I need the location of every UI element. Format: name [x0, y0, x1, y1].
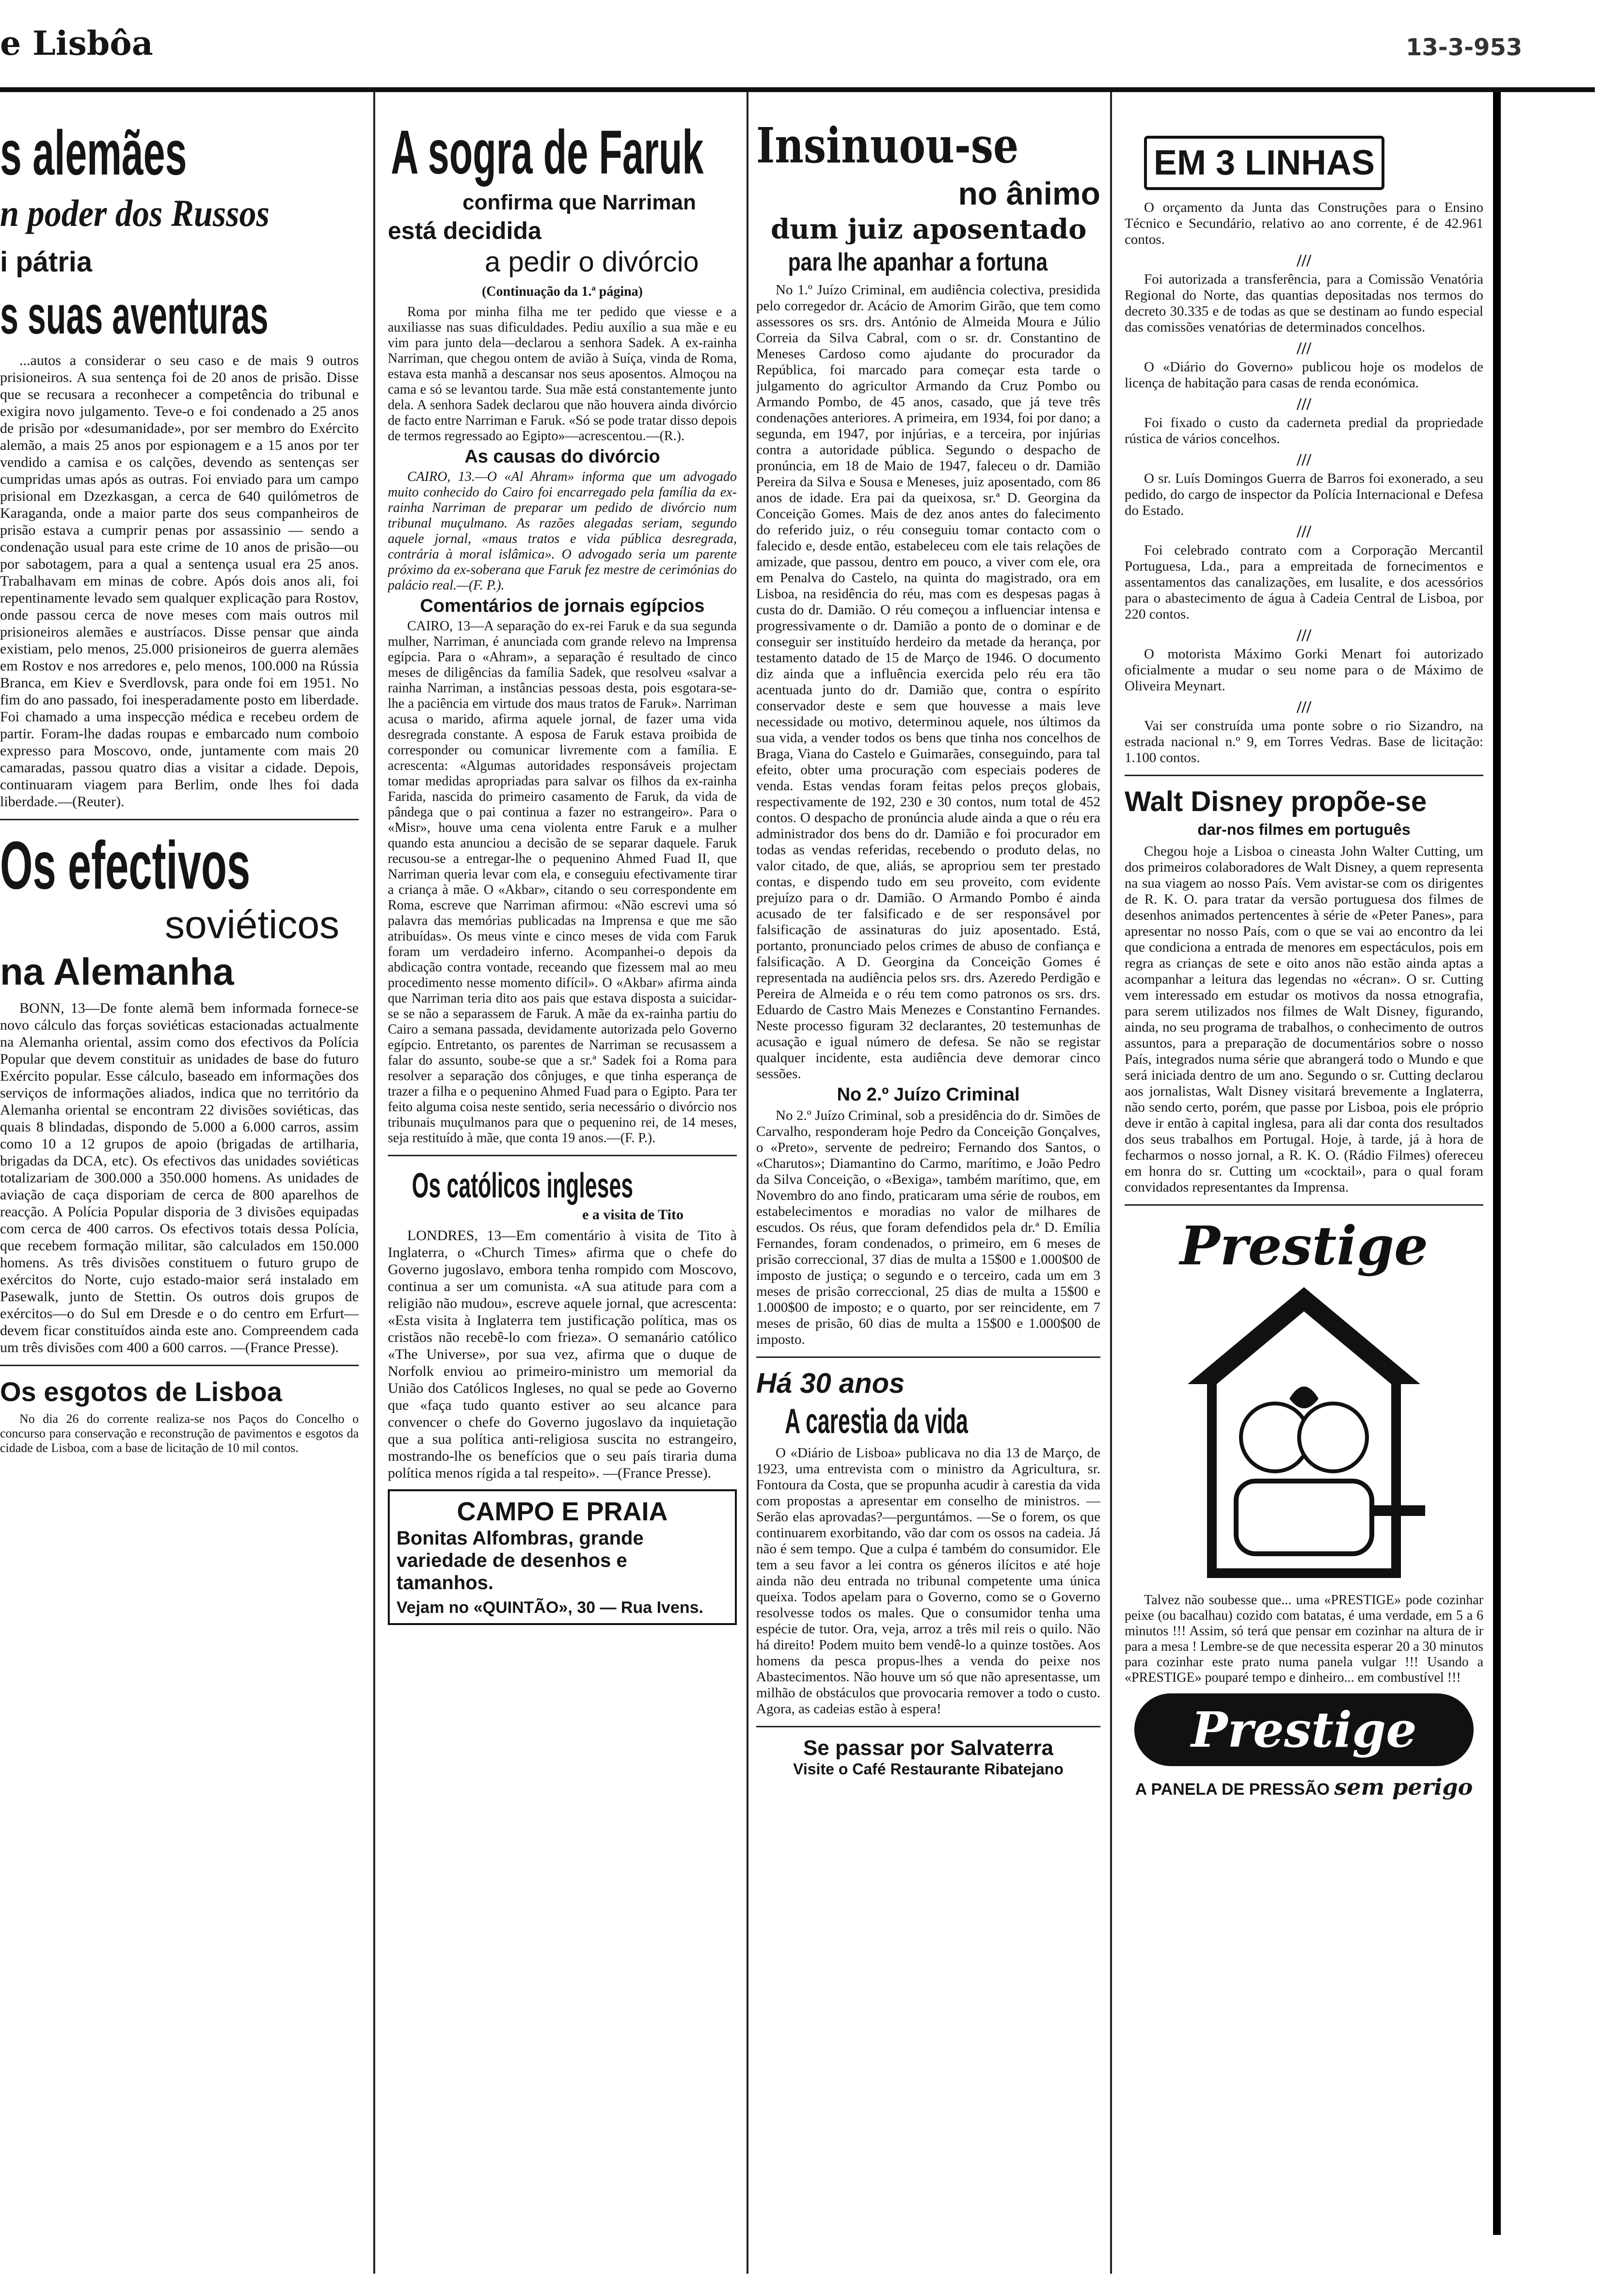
headline-aventuras: s suas aventuras — [0, 286, 269, 345]
divider — [0, 1365, 359, 1366]
subhead-causas: As causas do divórcio — [464, 446, 660, 467]
ad-title: CAMPO E PRAIA — [457, 1497, 668, 1526]
column-1 — [0, 116, 359, 2279]
headline-poder-russos: n poder dos Russos — [0, 192, 270, 234]
ad-body: Bonitas Alfombras, grande variedade de desenhos e tamanhos. — [397, 1528, 644, 1594]
headline-visita-tito: e a visita de Tito — [582, 1207, 683, 1223]
figure-right-head — [1299, 1403, 1367, 1471]
divider — [756, 1356, 1100, 1358]
subhead-juizo: No 2.º Juízo Criminal — [837, 1084, 1020, 1105]
headline-divorcio: a pedir o divórcio — [485, 246, 699, 278]
em-3-linhas-title: EM 3 LINHAS — [1154, 144, 1375, 182]
brief-item: O sr. Luís Domingos Guerra de Barros foi exonerado, a seu pedido, do cargo de inspector da Polícia Internacional e Defesa do Estado. — [1125, 471, 1483, 518]
headline-juiz: dum juiz aposentado — [771, 213, 1087, 245]
article-text: Roma por minha filha me ter pedido que viesse e a auxiliasse nas suas dificuldades. Pediu auxílio a sua mãe e eu vim para junto dela—declarou a senhora Sadek. A ex-rainha Narriman, que chegou ontem de avião à Suíça, vinda de Roma, estava esta manhã a descansar nos seus aposentos. Almoçou na cama e só se levantou tarde. Sua mãe está constantemente junto dela. A senhora Sadek declarou que não houvera ainda divórcio de facto entre Narriman e Faruk. «Só se pode tratar disso depois de termos regressado ao Egipto»—acrescentou.—(R.). — [388, 304, 737, 444]
article-disney-body — [1125, 844, 1483, 1196]
headline-catolicos: Os católicos ingleses — [412, 1166, 634, 1205]
brief-separator: /// — [1296, 394, 1311, 414]
article-text: No 2.º Juízo Criminal, sob a presidência do dr. Simões de Carvalho, responderam hoje Pedro da Conceição Gonçalves, o «Preto», servente de pedreiro; Fernando dos Santos, o «Charutos»; Diamantino do Carmo, marítimo, e João Pedro da Silva Conceição, o «Bexiga», também marítimo, que, em Novembro do ano findo, praticaram uma série de roubos, em estabelecimentos e moradias no valor de milhares de escudos. Os réus, que foram defendidos pela dr.ª D. Emília Fernandes, foram condenados, o primeiro, em 6 meses de prisão correccional, 37 dias de multa a 15$00 e 1.000$00 de imposto de justiça; o segundo e o terceiro, cada um em 3 meses de prisão correccional, 25 dias de multa a 15$00 e 1.000$00 de imposto; e o quarto, por ser reincidente, em 7 meses de prisão, 60 dias de multa a 15$00 e 1.000$00 de imposto. — [756, 1108, 1100, 1347]
pressure-cooker-icon — [1236, 1481, 1372, 1554]
brief-separator: /// — [1296, 338, 1311, 358]
article-text: O «Diário de Lisboa» publicava no dia 13 de Março, de 1923, uma entrevista com o ministro da Agricultura, sr. Fontoura da Costa, que se propunha acudir à carestia da vida com propostas a apresentar em conselho de ministros. —Serão elas aprovadas?—perguntámos. —Se o forem, os que continuarem exorbitando, vão dar com os ossos na cadeia. Já não é sem tempo. Que a culpa é também do consumidor. Ele tem a seu favor a lei contra os géneros ilícitos e até hoje ainda não deu entrada no tribunal competente uma única queixa. Todos apelam para o Governo, como se o Governo resolvesse todos os males. Que o consumidor tenha uma espécie de tutor. Ora, veja, arroz a três mil reis o quilo. Não há direito! Podem muito bem vendê-lo a quinze tostões. Aos homens da pesca propus-lhes a venda do peixe nos Abastecimentos. Não houve um só que não apresentasse, um milhão de obstáculos que provocaria remover a todo o custo. Agora, as cadeias estão à espera! — [756, 1445, 1100, 1717]
right-margin-bar — [1493, 92, 1501, 2235]
brief-item: O «Diário do Governo» publicou hoje os modelos de licença de habitação para casas de renda económica. — [1125, 359, 1483, 391]
headline-filmes-portugues: dar-nos filmes em português — [1197, 821, 1411, 838]
continuation-note: (Continuação da 1.ª página) — [481, 284, 643, 299]
article-text: No dia 26 do corrente realiza-se nos Paços do Concelho o concurso para conservação e reconstrução de pavimentos e esgotos da cidade de Lisboa, com a base de licitação de 10 mil contos. — [0, 1412, 359, 1455]
column-4 — [1125, 116, 1483, 2279]
article-text: CAIRO, 13.—O «Al Ahram» informa que um advogado muito conhecido do Cairo foi encarregado pela família da ex-rainha Narriman de preparar um pedido de divórcio num tribunal muçulmano. As razões alegadas seriam, segundo aquele jornal, «maus tratos e vida pública desregrada, contrária à moral islâmica». O advogado seria um parente próximo da ex-soberana que Faruk fez mestre de cerimónias do palácio real.—(F. P.). — [388, 469, 737, 593]
divider — [0, 819, 359, 820]
article-catolicos-body — [388, 1227, 737, 1482]
em-3-linhas-box — [1144, 136, 1384, 190]
divider — [1125, 1204, 1483, 1206]
divider — [1125, 775, 1483, 776]
headline-sogra-faruk: A sogra de Faruk — [391, 118, 704, 187]
top-rule — [0, 87, 1595, 92]
brief-item: Foi celebrado contrato com a Corporação Mercantil Portuguesa, Lda., para a empreitada de fornecimentos e assentamentos das canalizações, em lusalite, e dos acessórios para o abastecimento de água à Cadeia Central de Lisboa, por 220 contos. — [1125, 542, 1483, 622]
newspaper-name: e Lisbôa — [0, 24, 153, 63]
article-sogra-body — [388, 304, 737, 1146]
article-text: BONN, 13—De fonte alemã bem informada fornece-se novo cálculo das forças soviéticas estacionadas actualmente na Alemanha oriental, assim como dos efectivos da Polícia Popular que devem constituir as unidades de base do futuro Exército popular. Esse cálculo, baseado em informações dos serviços de informações aliados, indica que no território da Alemanha oriental se encontram 22 divisões soviéticas, das quais 8 blindadas, dispondo de 5.000 a 6.000 carros, assim como 10 a 12 grupos de apoio (brigadas de artilharia, brigadas da DCA, etc). Os efectivos das unidades soviéticas totalizariam de 300.000 a 350.000 homens. As unidades de aviação de caça disporiam de cerca de 800 aparelhos de reacção. A Polícia Popular disporia de 3 divisões equipadas com cerca de 400 carros. Os efectivos totais dessa Polícia, que recebem formação militar, são calculados em 150.000 homens. As três divisões constituem o futuro grupo de exércitos do Norte, cujo estado-maior será instalado em Pasewalk, junto de Stettin. Os outros dois grupos de exércitos—o do Sul em Dresde e o do centro em Erfurt—devem ficar constituídos ainda este ano. Compreendem cada um três divisões com 400 a 600 carros. —(France Presse). — [0, 1000, 359, 1355]
brief-separator: /// — [1296, 450, 1311, 469]
brief-separator: /// — [1296, 697, 1311, 717]
headline-decidida: está decidida — [388, 217, 541, 244]
headline-patria: i pátria — [0, 246, 93, 278]
prestige-logo-pill: Prestige — [1134, 1693, 1474, 1766]
article-text: LONDRES, 13—Em comentário à visita de Tito à Inglaterra, o «Church Times» afirma que o chefe do Governo jugoslavo, embora tenha rompido com Moscovo, continua a ser um comunista. «A sua atitude para com a religião não mudou», escreve aquele jornal, que acrescenta: «Esta visita à Inglaterra tem justificação política, mas os cristãos não recebê-lo com frieza». O semanário católico «The Universe», por sua vez, afirma que o duque de Norfolk enviou ao primeiro-ministro um memorial da União dos Católicos Ingleses, no qual se pede ao Governo que «faça tudo quanto estiver ao seu alcance para convencer o chefe do Governo jugoslavo da inquietação que a sua política anti-religiosa suscita no estrangeiro, mostrando-lhe os benefícios que o seu país tiraria duma política menos rígida a tal respeito». —(France Presse). — [388, 1228, 737, 1481]
divider — [388, 1155, 737, 1156]
column-divider — [1110, 92, 1112, 2274]
article-text: No 1.º Juízo Criminal, em audiência colectiva, presidida pelo corregedor dr. Acácio de Amorim Girão, que tem como assessores os srs. drs. António de Almeida Moura e Júlio Correia da Silva Cabral, com o sr. dr. Constantino de Meneses Cardoso como ajudante do procurador da República, foi marcado para começar esta tarde o julgamento do agricultor Armando da Cruz Pombo ou Armando Pombo, de 45 anos, casado, que já teve três condenações anteriores. A primeira, em 1934, foi por dano; a segunda, em 1947, por injúrias, e a terceira, por injúrias contra a autoridade pública. Segundo o despacho de pronúncia, em 18 de Maio de 1947, faleceu o dr. Damião Pereira da Silva e Sousa e Meneses, juiz aposentado, com 86 anos de idade. Era pai da queixosa, sr.ª D. Georgina da Conceição Gomes. Mais de dez anos antes do falecimento do referido juiz, o réu conseguiu tomar contacto com o falecido e, desde então, estabeleceu com ele tais relações de amizade, que passou, dentro em pouco, a viver com ele, ora em Penalva do Castelo, na quinta do magistrado, ora em Lisboa, na residência do réu, mas com es despesas pagas à custa do dr. Damião. O réu começou a influenciar intensa e progressivamente o dr. Damião a ponto de o dominar e de conseguir ser instituído herdeiro da metade da herança, por testamento datado de 15 de Março de 1946. O documento diz ainda que a influência exercida pelo réu era tão acentuada junto do dr. Damião que, contra o espírito conservador deste e sem que houvesse a mais leve necessidade ou motivo, determinou aquele, nos últimos da sua vida, a vender todos os bens que tinha nos concelhos de Braga, Viana do Castelo e Guimarães, conseguindo, para tal efeito, obter uma procuração com especiais poderes de venda. Estas vendas foram feitas pelos preços globais, respectivamente de 192, 230 e 30 contos, num total de 452 contos. O despacho de pronúncia alude ainda a que o réu era administrador dos bens do dr. Damião e foi procurador em todas as vendas referidas, recebendo o produto delas, no valor citado, de que, aliás, se apropriou sem ter prestado contas, e dispendo tudo em seu proveito, com evidente prejuízo para o dr. Damião. O Armando Pombo é ainda acusado de ter falsificado e de ser responsável por falsificação de assinaturas do juiz aposentado. Está, portanto, pronunciado pelos crimes de abuso de confiança e falsificação. A D. Georgina da Conceição Gomes é representada na audiência pelos srs. drs. Azeredo Perdigão e Pereira de Almeida e o réu tem como patronos os srs. drs. Eduardo de Castro Mais Menezes e Constantino Fernandes. Neste processo figuram 32 declarantes, 20 testemunhas de acusação e igual número de defesa. Se não se registar qualquer incidente, esta audiência deve demorar cinco sessões. — [756, 282, 1100, 1082]
headline-walt-disney: Walt Disney propõe-se — [1125, 786, 1427, 817]
divider — [756, 1726, 1100, 1727]
subhead-comentarios: Comentários de jornais egípcios — [420, 596, 705, 616]
brief-item: Foi fixado o custo da caderneta predial da propriedade rústica de vários concelhos. — [1125, 415, 1483, 446]
headline-na-alemanha: na Alemanha — [0, 950, 234, 993]
column-divider — [747, 92, 748, 2274]
column-2 — [388, 116, 737, 2279]
ad-salvaterra-line2: Visite o Café Restaurante Ribatejano — [793, 1760, 1064, 1778]
issue-date: 13-3-953 — [1406, 34, 1523, 61]
brief-separator: /// — [1296, 625, 1311, 645]
headline-confirma: confirma que Narriman — [462, 191, 696, 214]
article-text: CAIRO, 13—A separação do ex-rei Faruk e da sua segunda mulher, Narriman, é anunciada com grande relevo na Imprensa egípcia. Para o «Ahram», a separação é resultado de cinco meses de diligências da família Sadek, que resolveu «salvar a rainha Narriman, a instâncias pessoas desta, pois esgotara-se-lhe a paciência em virtude dos maus tratos de Faruk». Narriman acusa o marido, afirma aquele jornal, de fazer uma vida desregrada constante. A esposa de Faruk estava proibida de corresponder ou comunicar livremente com a família. E acrescenta: «Algumas autoridades responsáveis projectam tomar medidas apropriadas para salvar os filhos da ex-rainha Farida, nascida do primeiro casamento de Faruk, da vida de pândega que o pai continua a fazer no estrangeiro». Para o «Misr», houve uma cena violenta entre Faruk e a mulher quando esta anunciou a decisão de se separar daquele. Faruk recusou-se a entregar-lhe o pequenino Ahmed Fuad II, que Narriman queria levar com ela, e conseguiu efectivamente tirar a criança à mãe. O «Akbar», citando o seu correspondente em Roma, escreve que Narriman afirmou: «Não escrevi uma só palavra das memórias publicadas na Imprensa e que me são atribuídas». Os meus vinte e cinco meses de vida com Faruk foram um verdadeiro inferno. Acompanhei-o depois da abdicação contra vontade, receando que fizessem mal ao meu procedimento nesse momento difícil». O «Akbar» afirma ainda que Narriman teria dito aos pais que estava disposta a suicidar-se se não a separassem de Faruk. A mãe da ex-rainha partiu do Cairo a semana passada, devidamente autorizada pelo Governo egípcio. Entretanto, os parentes de Narriman se recusassem a falar do assunto, soube-se que a sr.ª Sadek foi a Roma para resolver a separação dos cônjuges, e que tinha esperança de trazer a filha e o pequenino Ahmed Fuad para o Egipto. Para ter feito alguma coisa neste sentido, seria necessário o divórcio nos tribunais muçulmanos para que o pequenino rei, de 14 meses, seja restituído à mãe, que conta 19 anos.—(F. P.). — [388, 619, 737, 1146]
tagline-sem-perigo: sem perigo — [1334, 1774, 1473, 1800]
article-insinuou-body — [756, 282, 1100, 1348]
column-3 — [756, 116, 1100, 2279]
brief-item: Foi autorizada a transferência, para a Comissão Venatória Regional do Norte, das quantias depositadas nos termos do decreto 30.335 e de todas as que se destinam ao fundo especial das comissões venatórias de determinados concelhos. — [1125, 271, 1483, 335]
brief-separator: /// — [1296, 251, 1311, 270]
headline-ha-30-anos: Há 30 anos — [756, 1368, 905, 1399]
ad-footer: Vejam no «QUINTÃO», 30 — Rua Ivens. — [397, 1598, 703, 1617]
prestige-logo: Prestige — [1179, 1214, 1429, 1277]
headline-fortuna: para lhe apanhar a fortuna — [788, 248, 1048, 276]
headline-carestia: A carestia da vida — [785, 1402, 968, 1441]
headline-alemaes: s alemães — [0, 117, 187, 188]
pressure-cooker-handle — [1372, 1505, 1425, 1516]
brief-separator: /// — [1296, 522, 1311, 541]
article-text: Chegou hoje a Lisboa o cineasta John Walter Cutting, um dos primeiros colaboradores de Walt Disney, a quem representa na sua viagem ao nosso País. Vem avistar-se com os dirigentes de R. K. O. para tratar da versão portuguesa dos filmes de desenhos animados pertencentes à série de «Peter Panes», para apresentar no nosso País, com o que se vai ao encontro da lei que condiciona a entrada de menores em espectáculos, pois em regra as crianças de sete e oito anos não estão ainda aptas a acompanhar a leitura das legendas no «écran». O sr. Cutting vem interessado em estudar os motivos da nossa etnografia, para serem utilizados nos filmes de Walt Disney, figurando, ainda, no seu programa de trabalhos, o conhecimento de outros assuntos, para a preparação de documentários sobre o nosso País, integrados numa série que abrangerá todo o Mundo e que será iniciada dentro de um ano. Segundo o sr. Cutting declarou aos jornalistas, Walt Disney visitará brevemente a Inglaterra, não sendo certo, porém, que passe por Lisboa, pois ele próprio deve ir então à capital inglesa, para ali dar conta dos resultados dos seus trabalhos em Portugal. Hoje, à tarde, já à hora de fecharmos o nosso jornal, a R. K. O. (Rádio Filmes) ofereceu em honra do sr. Cutting um «cocktail», para o qual foram convidados representantes da Imprensa. — [1125, 844, 1483, 1195]
article-efectivos-body — [0, 1000, 359, 1356]
headline-insinuou: Insinuou-se — [756, 117, 1019, 174]
ad-campo-praia — [388, 1489, 737, 1625]
prestige-illustration — [1168, 1277, 1440, 1588]
prestige-tagline — [1125, 1774, 1483, 1800]
em-3-linhas-list — [1125, 200, 1483, 766]
headline-efectivos: Os efectivos — [0, 827, 251, 903]
headline-no-animo: no ânimo — [958, 175, 1100, 211]
tagline-main: A PANELA DE PRESSÃO — [1135, 1780, 1330, 1799]
article-carestia-body — [756, 1445, 1100, 1717]
headline-sovieticos: soviéticos — [164, 903, 339, 947]
prestige-ad-text — [1125, 1593, 1483, 1686]
brief-item: Vai ser construída uma ponte sobre o rio Sizandro, na estrada nacional n.º 9, em Torres Vedras. Base de licitação: 1.100 contos. — [1125, 718, 1483, 765]
article-text: ...autos a considerar o seu caso e de mais 9 outros prisioneiros. A sua sentença foi de 20 anos de prisão. Disse que se recusara a reconhecer a competência do tribunal e exigira novo julgamento. Teve-o e foi condenado a 25 anos de prisão por «desumanidade», por ser membro do Exército alemão, a mais 25 anos por espionagem e a 15 anos por ter vendido a camisa e os calções, devendo as sentenças ser cumpridas umas após as outras. Foi enviado para um campo prisional em Dzezkasgan, a cerca de 640 quilómetros de Karaganda, onde a maior parte dos seus companheiros de prisão estava a cumprir penas por assassinio — sendo a condenação usual para este crime de 10 anos de prisão—ou por sabotagem, para a qual a sentença usual era 25 anos. Trabalhavam em minas de cobre. Após dois anos ali, foi repentinamente levado sem qualquer explicação para Rostov, onde passou cerca de nove meses com mais outros mil prisioneiros alemães e austríacos. Disse pensar que ainda existiam, pelo menos, 25.000 prisioneiros de guerra alemães em Rostov e nos arredores e, pelo menos, 100.000 na Rússia Branca, em Kiev e Sverdlovsk, para onde foi em 1951. No fim do ano passado, foi inesperadamente posto em liberdade. Foi chamado a uma inspecção médica e recebeu ordem de partir. Foram-lhe dadas roupas e embarcado num comboio expresso para Moscovo, onde, juntamente com mais 20 camaradas, passou quatro dias a visitar a cidade. Depois, continuaram viagem para Berlim, onde lhes foi dada liberdade.—(Reuter). — [0, 352, 359, 810]
ad-text: Talvez não soubesse que... uma «PRESTIGE» pode cozinhar peixe (ou bacalhau) cozido com batatas, é uma verdade, em 5 a 6 minutos !!! Assim, só terá que pensar em cozinhar na altura de ir para a mesa ! Lembre-se de que necessita esperar 20 a 30 minutos para cozinhar este prato numa panela vulgar !!! Usando a «PRESTIGE» pouparé tempo e dinheiro... em combustível !!! — [1125, 1593, 1483, 1685]
article-alemaes-body — [0, 352, 359, 810]
headline-esgotos: Os esgotos de Lisboa — [0, 1376, 282, 1407]
brief-item: O orçamento da Junta das Construções para o Ensino Técnico e Secundário, relativo ao ano corrente, é de 42.961 contos. — [1125, 200, 1483, 247]
brief-item: O motorista Máximo Gorki Menart foi autorizado oficialmente a mudar o seu nome para o de Máximo de Oliveira Meynart. — [1125, 646, 1483, 694]
ad-salvaterra-line1: Se passar por Salvaterra — [803, 1736, 1054, 1760]
column-divider — [373, 92, 375, 2274]
article-esgotos-body — [0, 1412, 359, 1455]
